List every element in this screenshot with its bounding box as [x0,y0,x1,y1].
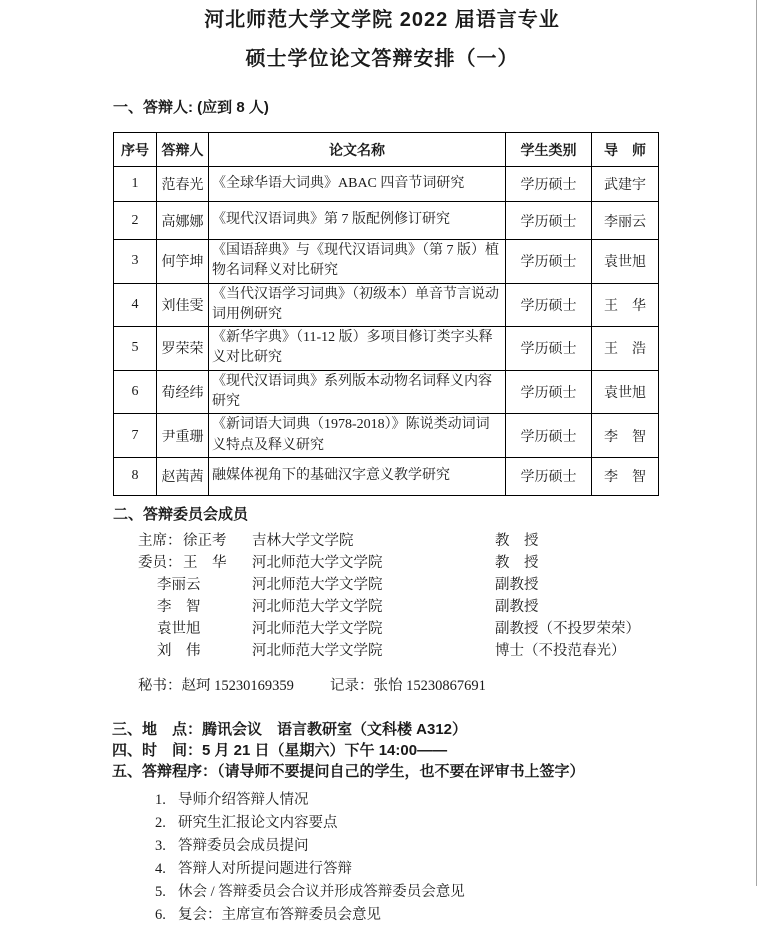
procedure-list [155,789,764,927]
secretary-recorder-line [138,675,764,697]
table-row [114,327,659,371]
document-title-line1: 河北师范大学文学院 2022 届语言专业 [204,9,560,31]
col-header-thesis: 论文名称 [209,133,506,167]
member-title: 教 授 [495,532,539,549]
table-row [114,167,659,202]
col-header-supervisor: 导 师 [592,133,659,167]
col-header-no: 序号 [114,133,157,167]
member-org: 河北师范大学文学院 [252,620,383,637]
member-org: 河北师范大学文学院 [252,598,383,615]
procedure-item [155,812,764,835]
committee-list [138,530,764,662]
cell-category: 学历硕士 [506,240,592,284]
committee-member-row [138,530,764,552]
member-role: 主席： [138,532,182,549]
page-edge-line [756,0,757,886]
cell-supervisor: 李 智 [592,414,659,458]
member-title: 博士（不投范春光） [495,642,626,659]
procedure-item-number: 3. [155,837,166,854]
member-role: 委员： [138,554,182,571]
cell-no: 7 [114,414,157,458]
member-name: 刘 伟 [157,642,201,659]
member-org: 河北师范大学文学院 [252,554,383,571]
cell-supervisor: 李丽云 [592,202,659,240]
procedure-item [155,789,764,812]
cell-supervisor: 王 浩 [592,327,659,371]
table-row [114,414,659,458]
procedure-item-number: 2. [155,814,166,831]
cell-defender: 赵茜茜 [157,457,209,495]
member-name: 袁世旭 [157,620,201,637]
cell-thesis: 《新华字典》（11-12 版）多项目修订类字头释义对比研究 [209,327,506,371]
cell-category: 学历硕士 [506,414,592,458]
member-title: 副教授 [495,576,539,593]
committee-member-row [138,596,764,618]
cell-category: 学历硕士 [506,202,592,240]
procedure-item-text: 休会 / 答辩委员会合议并形成答辩委员会意见 [178,883,465,900]
cell-no: 1 [114,167,157,202]
cell-thesis: 《当代汉语学习词典》（初级本）单音节言说动词用例研究 [209,283,506,327]
document-title-block [0,0,764,72]
table-header-row [114,133,659,167]
procedure-item-text: 答辩委员会成员提问 [178,837,309,854]
bottom-headings-block [0,719,764,782]
procedure-item-number: 4. [155,860,166,877]
cell-defender: 尹重珊 [157,414,209,458]
section2-heading: 二、答辩委员会成员 [113,505,249,523]
cell-defender: 罗荣荣 [157,327,209,371]
member-name: 李丽云 [157,576,201,593]
procedure-item-text: 复会：主席宣布答辩委员会意见 [178,906,381,923]
cell-no: 4 [114,283,157,327]
cell-defender: 刘佳雯 [157,283,209,327]
cell-no: 3 [114,240,157,284]
procedure-item-number: 5. [155,883,166,900]
committee-member-row [138,552,764,574]
table-row [114,457,659,495]
col-header-defender: 答辩人 [157,133,209,167]
cell-no: 2 [114,202,157,240]
committee-member-row [138,574,764,596]
secretary-info: 秘书：赵珂 15230169359 [138,677,294,694]
cell-thesis: 《现代汉语词典》系列版本动物名词释义内容研究 [209,370,506,414]
cell-thesis: 融媒体视角下的基础汉字意义教学研究 [209,457,506,495]
cell-thesis: 《新词语大词典（1978-2018）》陈说类动词词义特点及释义研究 [209,414,506,458]
member-name: 徐正考 [183,532,227,549]
procedure-item-number: 6. [155,906,166,923]
cell-category: 学历硕士 [506,167,592,202]
cell-defender: 范春光 [157,167,209,202]
cell-supervisor: 王 华 [592,283,659,327]
procedure-item-text: 导师介绍答辩人情况 [178,791,309,808]
procedure-item-text: 研究生汇报论文内容要点 [178,814,338,831]
member-name: 王 华 [183,554,227,571]
section3-heading: 三、地 点：腾讯会议 语言教研室（文科楼 A312） [112,720,468,738]
committee-member-row [138,618,764,640]
cell-supervisor: 李 智 [592,457,659,495]
cell-thesis: 《现代汉语词典》第 7 版配例修订研究 [209,202,506,240]
committee-member-row [138,640,764,662]
cell-thesis: 《全球华语大词典》ABAC 四音节词研究 [209,167,506,202]
table-row [114,202,659,240]
cell-supervisor: 袁世旭 [592,240,659,284]
cell-supervisor: 武建宇 [592,167,659,202]
section4-heading: 四、时 间：5 月 21 日（星期六）下午 14:00—— [112,741,448,759]
document-title-line2: 硕士学位论文答辩安排（一） [245,48,519,70]
cell-defender: 何竽坤 [157,240,209,284]
member-title: 副教授（不投罗荣荣） [495,620,640,637]
procedure-item [155,835,764,858]
member-name: 李 智 [157,598,201,615]
cell-defender: 高娜娜 [157,202,209,240]
col-header-category: 学生类别 [506,133,592,167]
cell-category: 学历硕士 [506,327,592,371]
section5-heading: 五、答辩程序：（请导师不要提问自己的学生，也不要在评审书上签字） [112,762,585,780]
cell-category: 学历硕士 [506,457,592,495]
procedure-item [155,881,764,904]
cell-thesis: 《国语辞典》与《现代汉语词典》（第 7 版）植物名词释义对比研究 [209,240,506,284]
member-org: 吉林大学文学院 [252,532,354,549]
member-title: 副教授 [495,598,539,615]
cell-no: 6 [114,370,157,414]
recorder-info: 记录：张怡 15230867691 [330,677,486,694]
table-row [114,370,659,414]
procedure-item-text: 答辩人对所提问题进行答辩 [178,860,352,877]
cell-category: 学历硕士 [506,370,592,414]
procedure-item-number: 1. [155,791,166,808]
section1-heading: 一、答辩人: (应到 8 人) [113,99,269,116]
defense-schedule-table [113,132,659,496]
cell-no: 8 [114,457,157,495]
table-row [114,240,659,284]
cell-no: 5 [114,327,157,371]
member-org: 河北师范大学文学院 [252,576,383,593]
cell-category: 学历硕士 [506,283,592,327]
procedure-item [155,858,764,881]
cell-defender: 荀经纬 [157,370,209,414]
cell-supervisor: 袁世旭 [592,370,659,414]
table-row [114,283,659,327]
member-org: 河北师范大学文学院 [252,642,383,659]
member-title: 教 授 [495,554,539,571]
procedure-item [155,904,764,927]
